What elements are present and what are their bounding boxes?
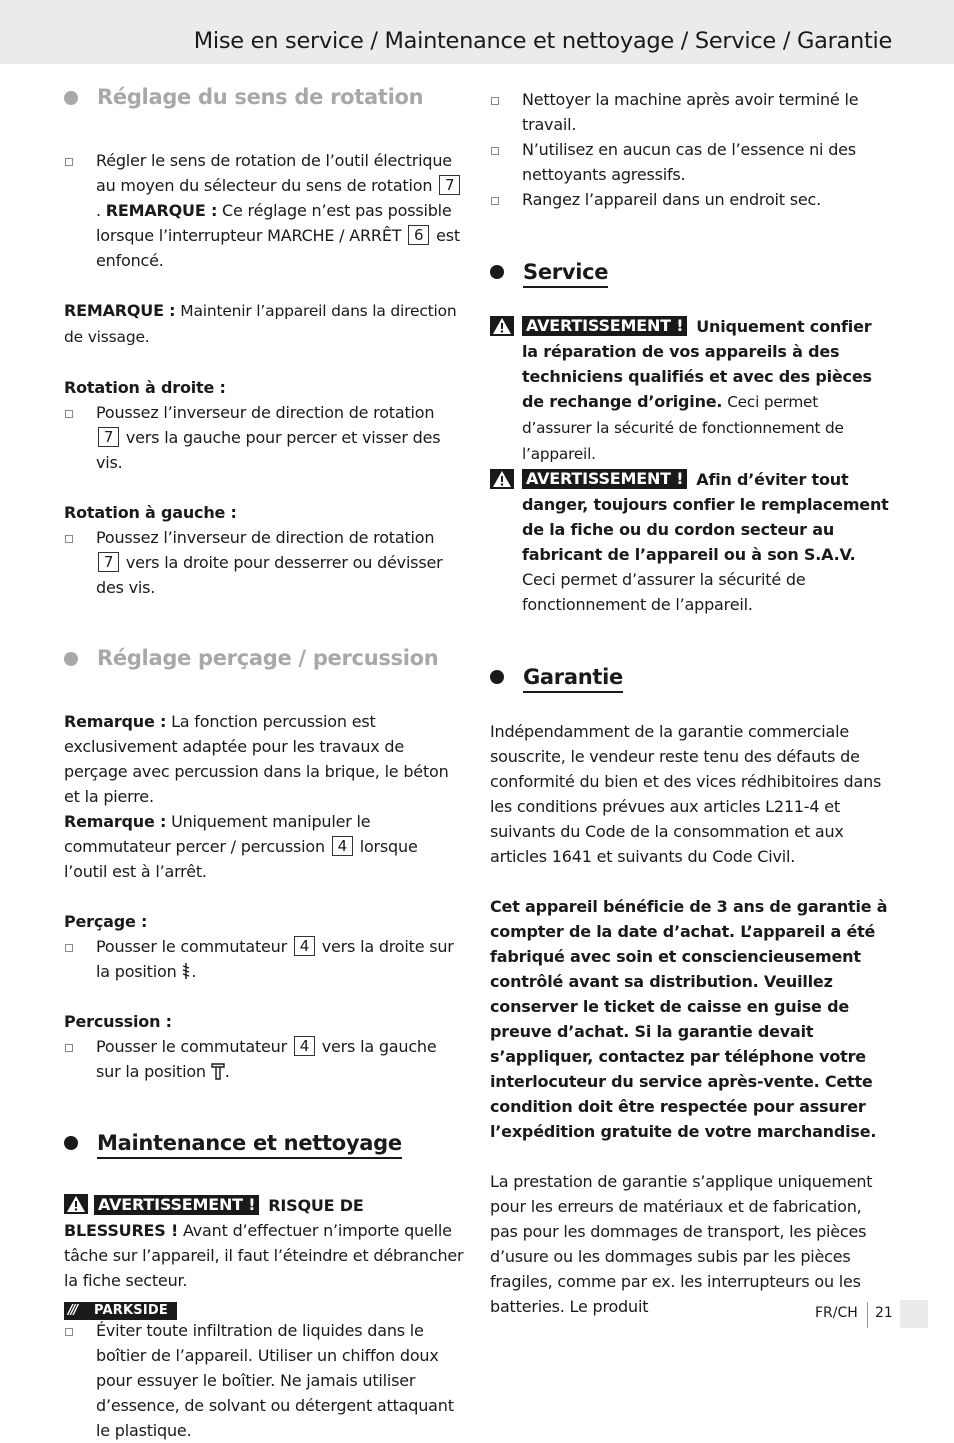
right-column xyxy=(490,87,890,1319)
bullet-icon xyxy=(64,1136,78,1150)
page-tab xyxy=(900,1300,928,1328)
checkbox-square-icon xyxy=(65,944,73,952)
paragraph: Cet appareil bénéficie de 3 ans de garantie à compter de la date d’achat. L’appareil a été fabriqué avec soin et consciencieusement contrôlé avant sa distribution. Veuillez conserver le ticket de caisse en guise de preuve d’achat. Si la garantie devait s’appliquer, contactez par téléphone votre interlocuteur du service après-vente. Cette condition doit être respectée pour assurer l’expédition gratuite de votre marchandise. xyxy=(490,897,888,1141)
part-ref: 6 xyxy=(408,225,429,245)
checkbox-square-icon xyxy=(65,158,73,166)
warning-block: AVERTISSEMENT ! Afin d’éviter tout danger, toujours confier le remplacement de la fiche ou du cordon secteur au fabricant de l’appareil ou à son S.A.V. Ceci permet d’assurer la sécurité de fonctionnement de l’appareil. xyxy=(490,467,890,617)
paragraph: La prestation de garantie s’applique uniquement pour les erreurs de matériaux et de fabrication, pas pour les dommages de transport, les pièces d’usure ou les dommages subis par les pièces fragiles, comme par ex. les interrupteurs ou les batteries. Le produit xyxy=(490,1172,873,1316)
part-ref: 4 xyxy=(294,936,315,956)
section-heading-garantie: Garantie xyxy=(490,659,890,693)
bullet-icon xyxy=(490,670,504,684)
checkbox-square-icon xyxy=(65,1044,73,1052)
list-item: Régler le sens de rotation de l’outil électrique au moyen du sélecteur du sens de rotation 7. REMARQUE : Ce réglage n’est pas possible lorsque l’interrupteur MARCHE / ARRÊT 6 est enfoncé. xyxy=(64,148,464,273)
part-ref: 7 xyxy=(98,427,119,447)
list-item: Éviter toute infiltration de liquides dans le boîtier de l’appareil. Utiliser un chiffon doux pour essuyer le boîtier. Ne jamais utiliser d’essence, de solvant ou détergent attaquant le plastique. xyxy=(64,1318,464,1443)
part-ref: 4 xyxy=(332,836,353,856)
bullet-icon xyxy=(64,652,78,666)
subheading: Rotation à gauche : xyxy=(64,503,237,522)
part-ref: 4 xyxy=(294,1036,315,1056)
paragraph: Indépendamment de la garantie commerciale souscrite, le vendeur reste tenu des défauts de conformité du bien et des vices rédhibitoires dans les conditions prévues aux articles L211-4 et suivants du Code de la consommation et aux articles 1641 et suivants du Code Civil. xyxy=(490,722,882,866)
note: Remarque : Uniquement manipuler le commutateur percer / percussion 4 lorsque l’outil est à l’arrêt. xyxy=(64,812,418,881)
section-heading-drill: Réglage perçage / percussion xyxy=(64,641,464,675)
section-heading-rotation: Réglage du sens de rotation xyxy=(64,80,464,114)
list-item: Poussez l’inverseur de direction de rotation 7 vers la gauche pour percer et visser des vis. xyxy=(64,400,464,475)
section-heading-service: Service xyxy=(490,254,890,288)
checkbox-square-icon xyxy=(65,535,73,543)
checkbox-square-icon xyxy=(491,197,499,205)
list-item: N’utilisez en aucun cas de l’essence ni des nettoyants agressifs. xyxy=(490,137,890,187)
list-item: Poussez l’inverseur de direction de rotation 7 vers la droite pour desserrer ou dévisser des vis. xyxy=(64,525,464,600)
divider xyxy=(867,1302,868,1328)
page-header xyxy=(0,0,954,64)
list-item: Pousser le commutateur 4 vers la gauche sur la position . xyxy=(64,1034,464,1084)
drill-bit-icon xyxy=(181,962,191,980)
warning-badge: AVERTISSEMENT ! xyxy=(94,1195,259,1215)
logo-stripes-icon: /// xyxy=(68,1303,77,1318)
checkbox-square-icon xyxy=(491,147,499,155)
left-column xyxy=(64,80,464,1443)
page-number: 21 xyxy=(875,1305,893,1321)
bullet-icon xyxy=(64,91,78,105)
warning-triangle-icon xyxy=(490,469,514,489)
list-item: Pousser le commutateur 4 vers la droite sur la position . xyxy=(64,934,464,984)
checkbox-square-icon xyxy=(65,1328,73,1336)
warning-block: AVERTISSEMENT ! RISQUE DE BLESSURES ! Avant d’effectuer n’importe quelle tâche sur l’appareil, il faut l’éteindre et débrancher la fiche secteur. xyxy=(64,1195,464,1290)
warning-badge: AVERTISSEMENT ! xyxy=(522,469,687,489)
warning-triangle-icon xyxy=(490,316,514,336)
subheading: Rotation à droite : xyxy=(64,378,226,397)
hammer-icon xyxy=(211,1062,225,1080)
brand-logo: /// PARKSIDE xyxy=(64,1302,177,1320)
bullet-icon xyxy=(490,265,504,279)
language-code: FR/CH xyxy=(815,1305,858,1321)
checkbox-square-icon xyxy=(65,410,73,418)
subheading: Perçage : xyxy=(64,912,148,931)
subheading: Percussion : xyxy=(64,1012,172,1031)
list-item: Rangez l’appareil dans un endroit sec. xyxy=(490,187,890,212)
list-item: Nettoyer la machine après avoir terminé le travail. xyxy=(490,87,890,137)
section-heading-maintenance: Maintenance et nettoyage xyxy=(64,1125,464,1159)
page-title: Mise en service / Maintenance et nettoyage / Service / Garantie xyxy=(193,28,892,54)
part-ref: 7 xyxy=(98,552,119,572)
note: Remarque : La fonction percussion est exclusivement adaptée pour les travaux de perçage avec percussion dans la brique, le béton et la pierre. xyxy=(64,712,449,806)
part-ref: 7 xyxy=(439,175,460,195)
checkbox-square-icon xyxy=(491,97,499,105)
warning-badge: AVERTISSEMENT ! xyxy=(522,316,687,336)
warning-triangle-icon xyxy=(64,1194,88,1214)
warning-block: AVERTISSEMENT ! Uniquement confier la réparation de vos appareils à des techniciens qualifiés et avec des pièces de rechange d’origine. Ceci permet d’assurer la sécurité de fonctionnement de l’appareil. xyxy=(490,314,890,467)
note: REMARQUE : Maintenir l’appareil dans la direction de vissage. xyxy=(64,301,457,346)
